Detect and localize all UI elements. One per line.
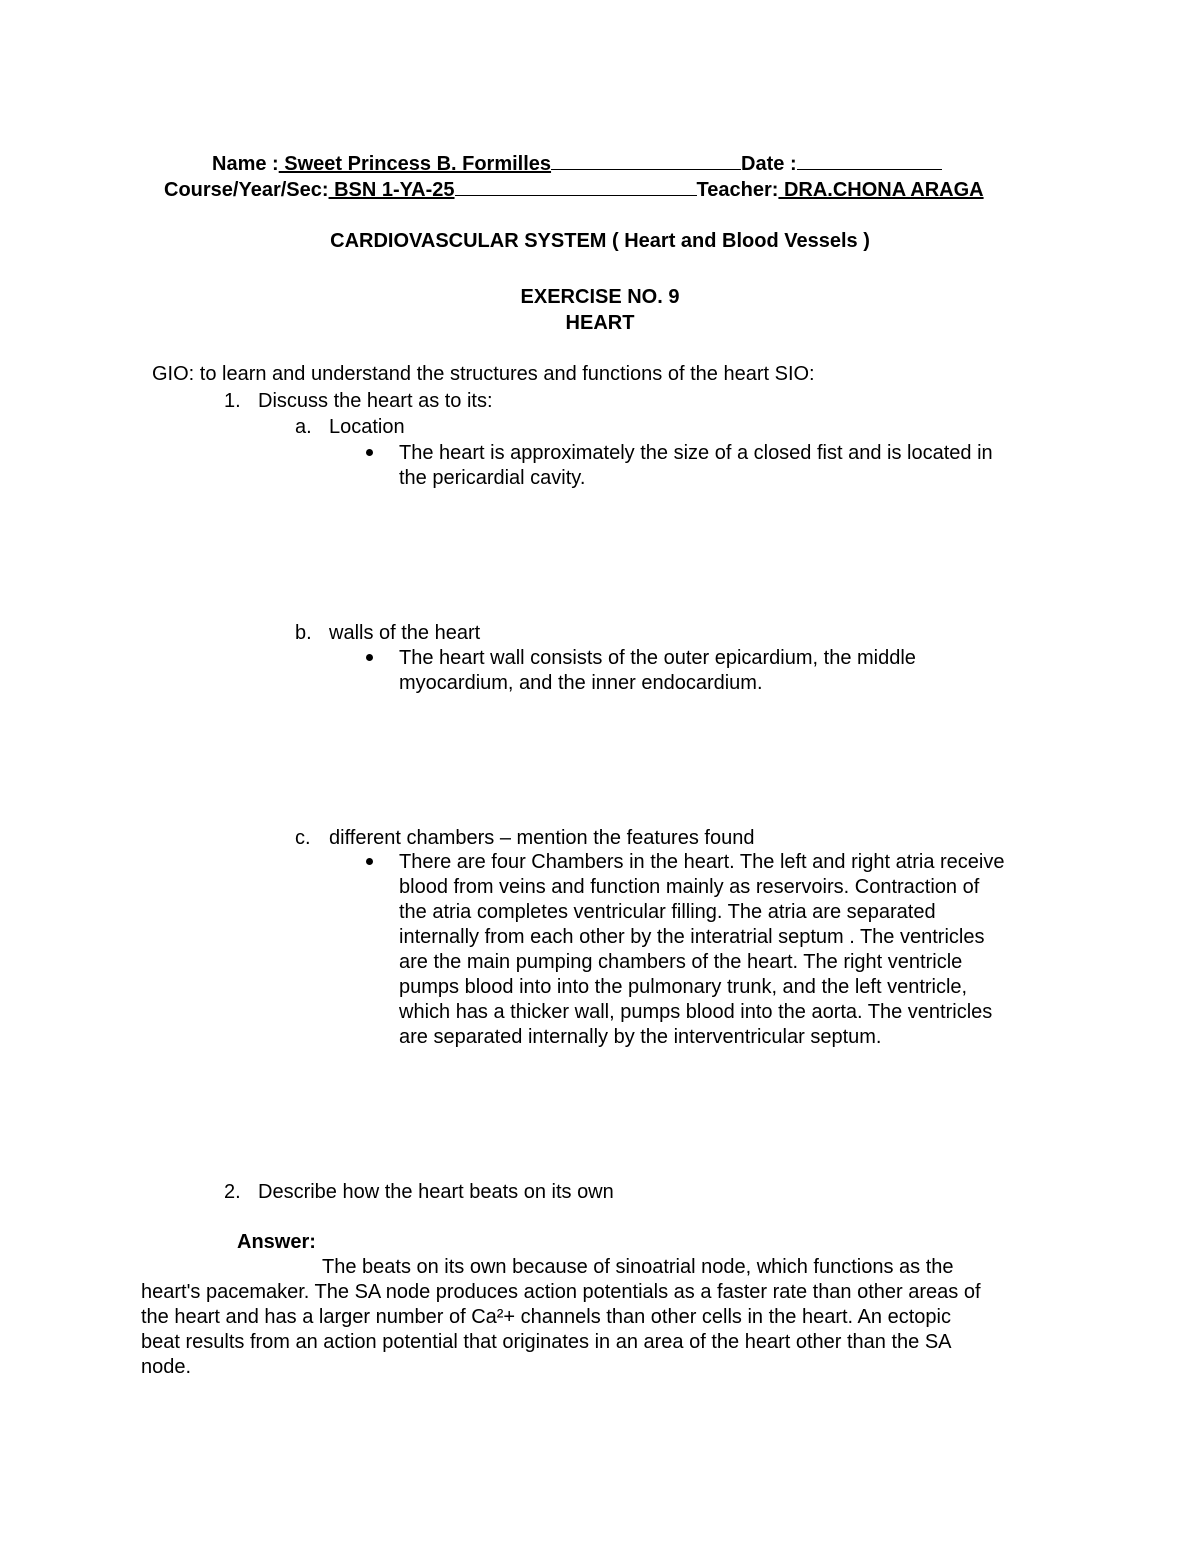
subitem-c-line: pumps blood into into the pulmonary trunk, and the left ventricle,: [399, 976, 968, 998]
item-1-text: Discuss the heart as to its:: [258, 390, 493, 412]
subitem-c-letter: c.: [295, 827, 311, 849]
exercise-number: EXERCISE NO. 9: [520, 286, 680, 308]
subitem-c-line: are separated internally by the interventricular septum.: [399, 1026, 882, 1048]
page-title: CARDIOVASCULAR SYSTEM ( Heart and Blood Vessels ): [330, 230, 870, 252]
teacher-value: DRA.CHONA ARAGA: [778, 179, 984, 201]
exercise-topic: HEART: [565, 312, 635, 334]
subitem-c-line: internally from each other by the interatrial septum . The ventricles: [399, 926, 985, 948]
item-2-number: 2.: [224, 1181, 241, 1203]
subitem-a-line: the pericardial cavity.: [399, 467, 586, 489]
bullet-icon: [366, 858, 373, 865]
subitem-b-letter: b.: [295, 622, 312, 644]
course-blank: [455, 177, 697, 196]
answer-line: heart's pacemaker. The SA node produces action potentials as a faster rate than other areas of: [141, 1281, 981, 1303]
name-blank: [551, 151, 741, 170]
subitem-b-line: The heart wall consists of the outer epicardium, the middle: [399, 647, 916, 669]
name-row: [212, 151, 942, 177]
subitem-c-label: different chambers – mention the features found: [329, 827, 755, 849]
answer-line: node.: [141, 1356, 192, 1378]
course-row: [164, 177, 984, 203]
date-label: Date :: [741, 153, 797, 175]
subitem-b-label: walls of the heart: [329, 622, 481, 644]
subitem-a-line: The heart is approximately the size of a closed fist and is located in: [399, 442, 993, 464]
teacher-label: Teacher:: [696, 179, 779, 201]
answer-line: the heart and has a larger number of Ca²+ channels than other cells in the heart. An ectopic: [141, 1306, 951, 1328]
item-2-text: Describe how the heart beats on its own: [258, 1181, 614, 1203]
answer-label: Answer:: [237, 1231, 316, 1253]
subitem-c-line: which has a thicker wall, pumps blood into the aorta. The ventricles: [399, 1001, 993, 1023]
subitem-c-line: are the main pumping chambers of the heart. The right ventricle: [399, 951, 963, 973]
subitem-a-label: Location: [329, 416, 405, 438]
name-label: Name :: [212, 153, 279, 175]
course-label: Course/Year/Sec:: [164, 179, 329, 201]
answer-line: The beats on its own because of sinoatrial node, which functions as the: [322, 1256, 954, 1278]
bullet-icon: [366, 449, 373, 456]
bullet-icon: [366, 654, 373, 661]
subitem-c-line: the atria completes ventricular filling. The atria are separated: [399, 901, 936, 923]
course-value: BSN 1-YA-25: [328, 179, 455, 201]
subitem-c-line: There are four Chambers in the heart. The left and right atria receive: [399, 851, 1005, 873]
item-1-number: 1.: [224, 390, 241, 412]
name-value: Sweet Princess B. Formilles: [278, 153, 552, 175]
answer-line: beat results from an action potential that originates in an area of the heart other than the SA: [141, 1331, 952, 1353]
subitem-b-line: myocardium, and the inner endocardium.: [399, 672, 763, 694]
subitem-c-line: blood from veins and function mainly as reservoirs. Contraction of: [399, 876, 980, 898]
subitem-a-letter: a.: [295, 416, 312, 438]
date-blank: [797, 151, 942, 170]
gio-text: GIO: to learn and understand the structures and functions of the heart SIO:: [152, 363, 815, 385]
